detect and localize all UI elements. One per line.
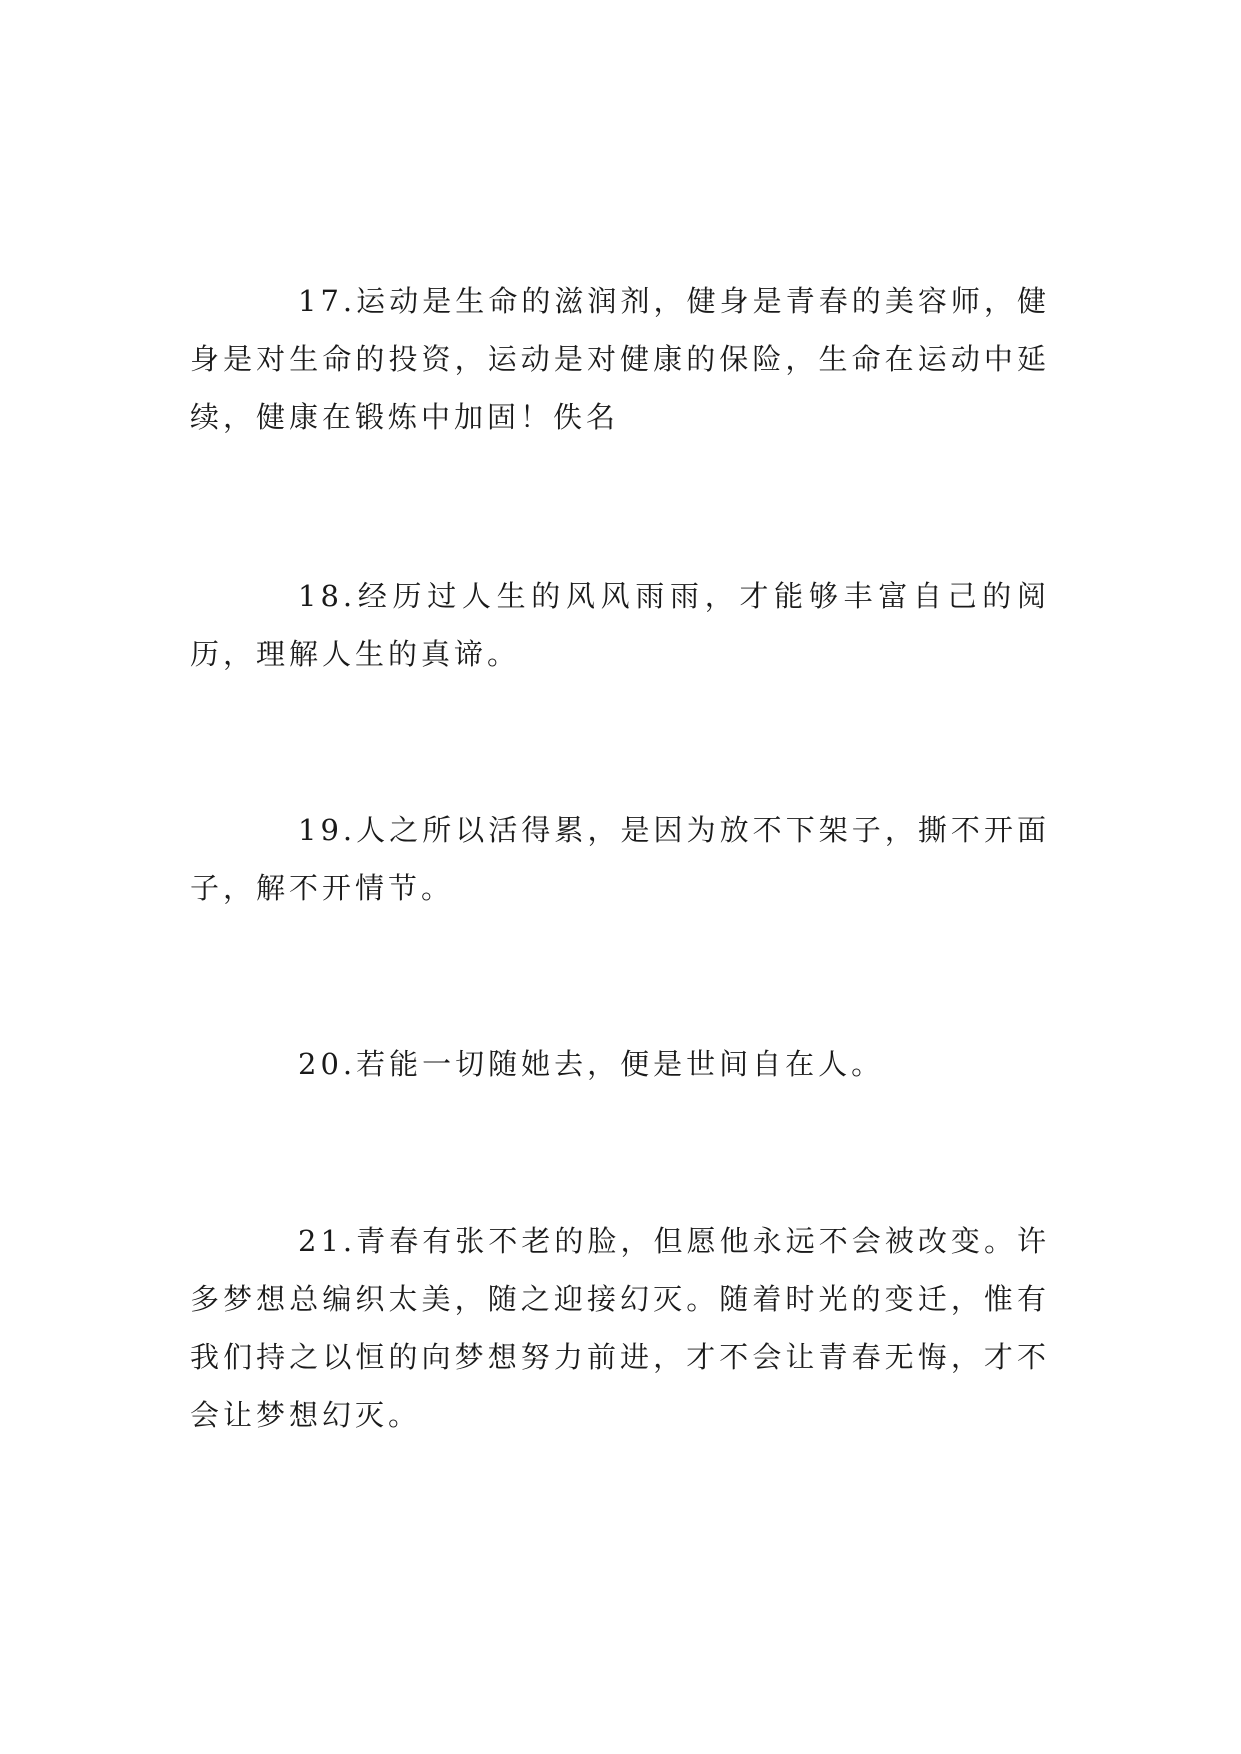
paragraph-17: 17.运动是生命的滋润剂，健身是青春的美容师，健身是对生命的投资，运动是对健康的保险，生命在运动中延续，健康在锻炼中加固！佚名: [190, 284, 1050, 434]
paragraph-20: 20.若能一切随她去，便是世间自在人。: [298, 1047, 885, 1081]
paragraph-19: 19.人之所以活得累，是因为放不下架子，撕不开面子，解不开情节。: [190, 813, 1050, 905]
paragraph-21: 21.青春有张不老的脸，但愿他永远不会被改变。许多梦想总编织太美，随之迎接幻灭。随着时光的变迁，惟有我们持之以恒的向梦想努力前进，才不会让青春无悔，才不会让梦想幻灭。: [190, 1224, 1050, 1432]
paragraph-18: 18.经历过人生的风风雨雨，才能够丰富自己的阅历，理解人生的真谛。: [190, 579, 1050, 671]
